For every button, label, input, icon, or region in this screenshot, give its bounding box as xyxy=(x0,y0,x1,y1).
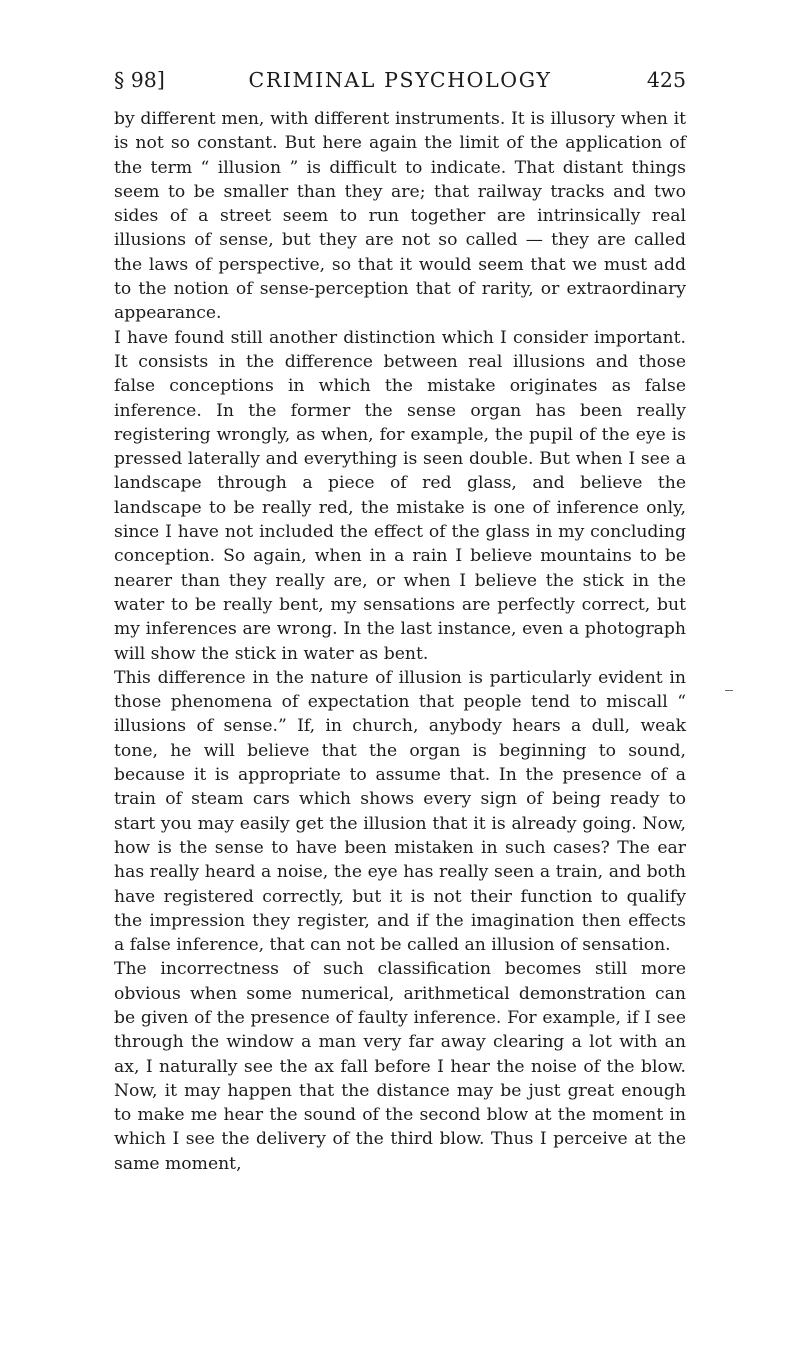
paragraph-3: This difference in the nature of illusion is particularly evident in those phenomena of expectation that people tend to miscall “ illusions of sense.” If, in church, anybody hears a dull, weak tone, he will believe that the organ is beginning to sound, because it is appropriate to assume that. In the presence of a train of steam cars which shows every sign of being ready to start you may easily get the illusion that it is already going. Now, how is the sense to have been mistaken in such cases? The ear has really heard a noise, the eye has really seen a train, and both have registered correctly, but it is not their function to qualify the impression they register, and if the imagination then effects a false inference, that can not be called an illusion of sensation. xyxy=(114,667,686,956)
running-title: CRIMINAL PSYCHOLOGY xyxy=(248,68,552,92)
paragraph-4: The incorrectness of such classification becomes still more obvious when some numerical, arithmetical demonstration can be given of the presence of faulty inference. For example, if I see through the window a man very far away clearing a lot with an ax, I naturally see the ax fall before I hear the noise of the blow. Now, it may happen that the distance may be just great enough to make me hear the sound of the second blow at the moment in which I see the delivery of the third blow. Thus I perceive at the same moment, xyxy=(114,959,686,1174)
paragraph-2: I have found still another distinction which I consider important. It consists in the difference between real illusions and those false conceptions in which the mistake originates as false inference. In the former the sense organ has been really registering wrongly, as when, for example, the pupil of the eye is pressed laterally and everything is seen double. But when I see a landscape through a piece of red glass, and believe the landscape to be really red, the mistake is one of inference only, since I have not included the effect of the glass in my concluding conception. So again, when in a rain I believe mountains to be nearer than they really are, or when I believe the stick in the water to be really bent, my sensations are perfectly correct, but my inferences are wrong. In the last instance, even a photograph will show the stick in water as bent. xyxy=(114,327,686,664)
paragraph-1: by different men, with different instruments. It is illusory when it is not so constant. But here again the limit of the application of the term “ illusion ” is difficult to indicate. That distant things seem to be smaller than they are; that railway tracks and two sides of a street seem to run together are intrinsically real illusions of sense, but they are not so called — they are called the laws of perspective, so that it would seem that we must add to the notion of sense-perception that of rarity, or extraordinary appearance. xyxy=(114,109,686,324)
section-number: § 98] xyxy=(114,68,165,92)
running-head xyxy=(114,64,686,96)
margin-mark xyxy=(725,690,733,691)
page-number: 425 xyxy=(646,68,686,92)
body-text xyxy=(114,107,686,1176)
